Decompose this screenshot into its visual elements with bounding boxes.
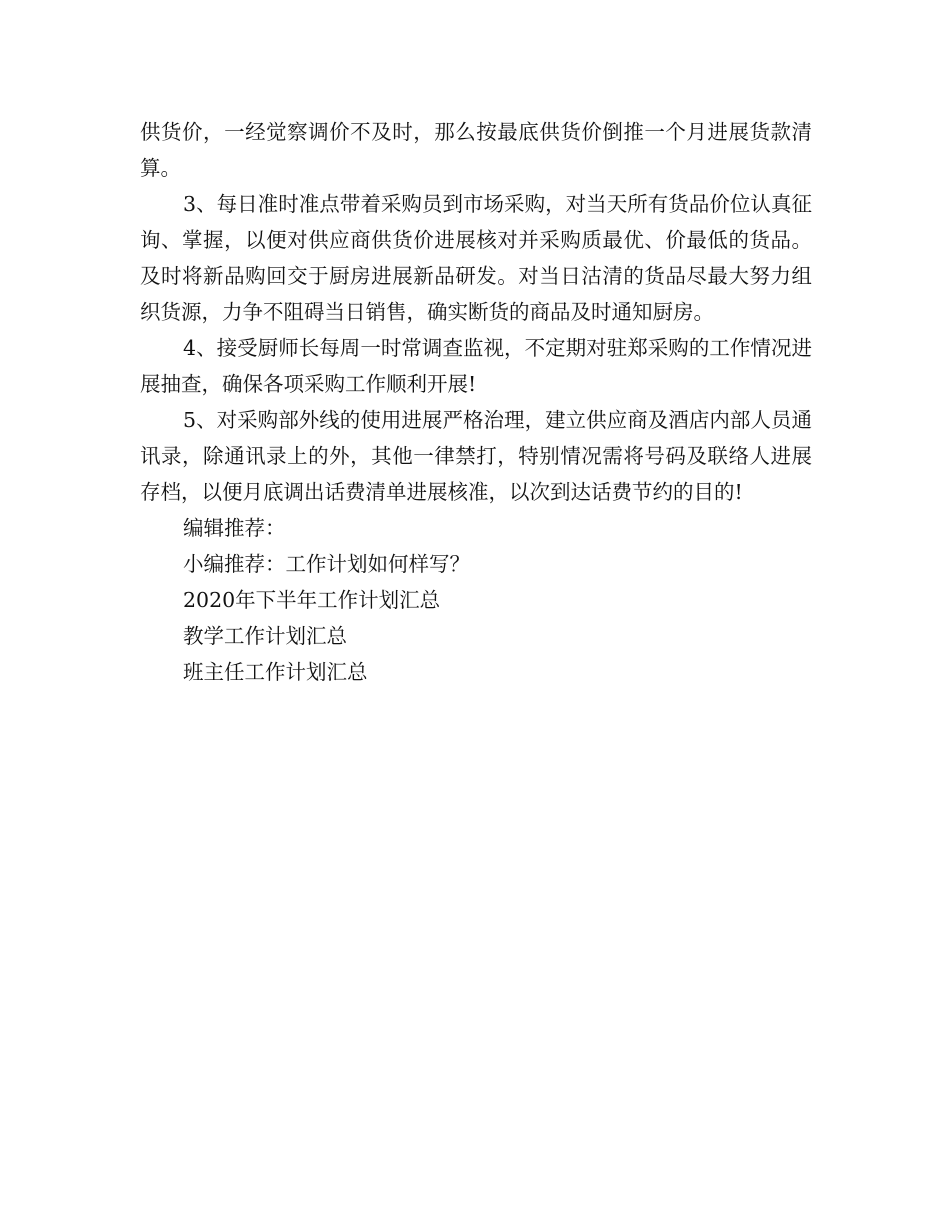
document-body [140,114,812,690]
recommend-link-teaching[interactable]: 教学工作计划汇总 [183,624,347,648]
paragraph-item-3: 3、每日准时准点带着采购员到市场采购，对当天所有货品价位认真征询、掌握，以便对供应商供货价进展核对并采购质最优、价最低的货品。及时将新品购回交于厨房进展新品研发。对当日沽清的货品尽最大努力组织货源，力争不阻碍当日销售，确实断货的商品及时通知厨房。 [140,192,812,324]
paragraph-item-4: 4、接受厨师长每周一时常调查监视，不定期对驻郑采购的工作情况进展抽查，确保各项采购工作顺利开展! [140,336,812,396]
recommend-heading: 编辑推荐： [183,516,286,540]
paragraph-item-5: 5、对采购部外线的使用进展严格治理，建立供应商及酒店内部人员通讯录，除通讯录上的外，其他一律禁打，特别情况需将号码及联络人进展存档，以便月底调出话费清单进展核准，以次到达话费节约的目的! [140,408,812,504]
recommend-link-2020-h2[interactable]: 2020年下半年工作计划汇总 [183,588,441,612]
recommend-link-how-to-write[interactable]: 小编推荐：工作计划如何样写？ [183,552,470,576]
recommend-link-head-teacher[interactable]: 班主任工作计划汇总 [183,660,368,684]
paragraph-price-settlement: 供货价，一经觉察调价不及时，那么按最底供货价倒推一个月进展货款清算。 [140,120,812,180]
